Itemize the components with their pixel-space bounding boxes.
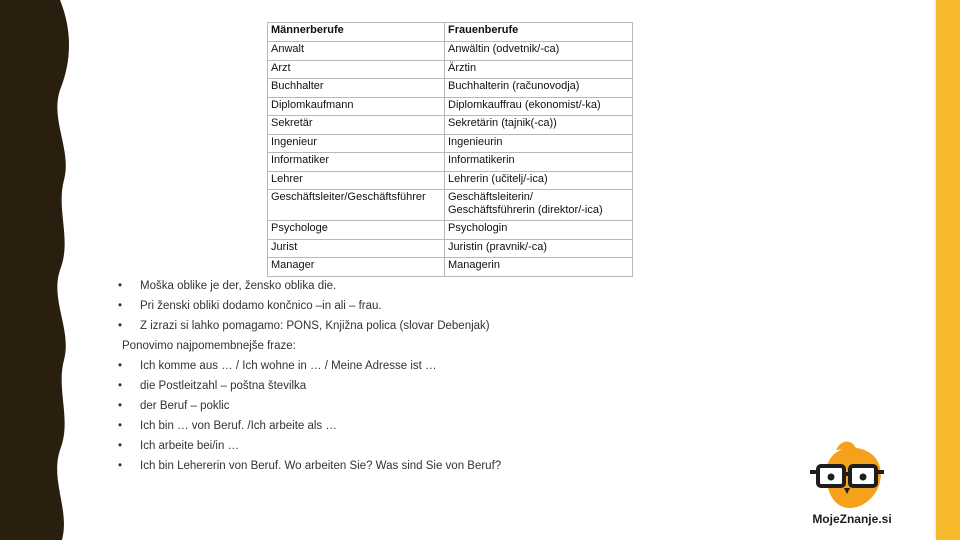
bullet-text: Ich bin … von Beruf. /Ich arbeite als … <box>140 420 337 432</box>
female-profession-cell: Diplomkauffrau (ekonomist/-ka) <box>445 97 633 116</box>
table-header-row <box>268 23 633 42</box>
male-profession-cell: Ingenieur <box>268 134 445 153</box>
female-profession-cell: Ärztin <box>445 60 633 79</box>
female-profession-cell: Ingenieurin <box>445 134 633 153</box>
bullet-text: Ponovimo najpomembnejše fraze: <box>122 340 296 352</box>
table-row <box>268 239 633 258</box>
bullet-text: Ich komme aus … / Ich wohne in … / Meine Adresse ist … <box>140 360 437 372</box>
female-profession-cell: Managerin <box>445 258 633 277</box>
male-profession-cell: Geschäftsleiter/Geschäftsführer <box>268 190 445 221</box>
bullet-text: Ich arbeite bei/in … <box>140 440 240 452</box>
female-profession-cell: Informatikerin <box>445 153 633 172</box>
table-row <box>268 79 633 98</box>
right-accent-bar <box>936 0 960 540</box>
table-row <box>268 134 633 153</box>
female-profession-cell: Geschäftsleiterin/ Geschäftsführerin (direktor/-ica) <box>445 190 633 221</box>
bullet-dot: • <box>118 300 123 312</box>
bullet-dot: • <box>118 320 123 332</box>
bullet-text: Pri ženski obliki dodamo končnico –in ali – frau. <box>140 300 382 312</box>
table-row <box>268 221 633 240</box>
bullet-dot: • <box>118 400 123 412</box>
left-decorative-bar <box>0 0 75 540</box>
bullet-dot: • <box>118 420 123 432</box>
male-profession-cell: Arzt <box>268 60 445 79</box>
table-row <box>268 190 633 221</box>
bullet-text: Z izrazi si lahko pomagamo: PONS, Knjižna polica (slovar Debenjak) <box>140 320 490 332</box>
professions-table <box>267 22 633 277</box>
female-profession-cell: Psychologin <box>445 221 633 240</box>
table-row <box>268 258 633 277</box>
owl-logo-icon <box>806 438 896 512</box>
male-profession-cell: Jurist <box>268 239 445 258</box>
male-profession-cell: Psychologe <box>268 221 445 240</box>
female-profession-cell: Lehrerin (učitelj/-ica) <box>445 171 633 190</box>
header-female: Frauenberufe <box>445 23 633 42</box>
female-profession-cell: Juristin (pravnik/-ca) <box>445 239 633 258</box>
male-profession-cell: Manager <box>268 258 445 277</box>
bullet-text: die Postleitzahl – poštna številka <box>140 380 307 392</box>
table-row <box>268 42 633 61</box>
bullet-dot: • <box>118 380 123 392</box>
bullet-dot: • <box>118 460 123 472</box>
logo-text: MojeZnanje.si <box>812 512 892 526</box>
bullet-dot: • <box>118 360 123 372</box>
male-profession-cell: Buchhalter <box>268 79 445 98</box>
bullet-text: Ich bin Lehererin von Beruf. Wo arbeiten Sie? Was sind Sie von Beruf? <box>140 460 502 472</box>
logo <box>806 438 896 534</box>
table-row <box>268 60 633 79</box>
female-profession-cell: Buchhalterin (računovodja) <box>445 79 633 98</box>
female-profession-cell: Sekretärin (tajnik(-ca)) <box>445 116 633 135</box>
table-row <box>268 171 633 190</box>
table-row <box>268 153 633 172</box>
table-row <box>268 97 633 116</box>
table-row <box>268 116 633 135</box>
header-male: Männerberufe <box>268 23 445 42</box>
bullet-text: Moška oblike je der, žensko oblika die. <box>140 280 337 292</box>
male-profession-cell: Informatiker <box>268 153 445 172</box>
bullet-text: der Beruf – poklic <box>140 400 230 412</box>
male-profession-cell: Diplomkaufmann <box>268 97 445 116</box>
male-profession-cell: Lehrer <box>268 171 445 190</box>
bullet-dot: • <box>118 440 123 452</box>
bullet-dot: • <box>118 280 123 292</box>
female-profession-cell: Anwältin (odvetnik/-ca) <box>445 42 633 61</box>
male-profession-cell: Sekretär <box>268 116 445 135</box>
male-profession-cell: Anwalt <box>268 42 445 61</box>
